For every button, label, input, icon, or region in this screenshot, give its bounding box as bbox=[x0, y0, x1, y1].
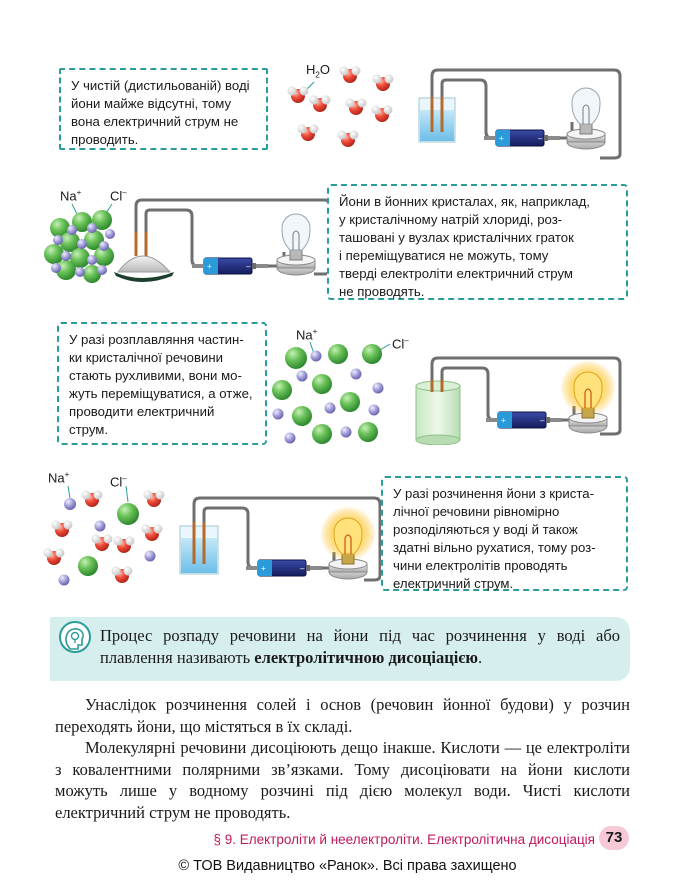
sodium-symbol: Na bbox=[60, 188, 77, 204]
battery-icon bbox=[192, 258, 268, 274]
oxygen-symbol: O bbox=[319, 62, 330, 77]
chloride-charge: – bbox=[122, 188, 127, 197]
callout-ionic-crystals bbox=[327, 184, 628, 300]
callout-solution bbox=[381, 476, 628, 591]
battery-icon bbox=[486, 412, 562, 428]
page-number: 73 bbox=[599, 826, 629, 850]
callout-line: лічної речовини рівномірно bbox=[393, 504, 560, 519]
callout-line: Йони в йонних кристалах, як, наприклад, bbox=[339, 194, 590, 209]
body-paragraph: Унаслідок розчинення солей і основ (речовин йонної будови) у розчин переходять йони, що містяться в їх складі. bbox=[55, 695, 630, 736]
callout-line: електричний струм. bbox=[393, 576, 514, 591]
callout-line: розподіляються у воді й також bbox=[393, 522, 578, 537]
circuit-solid-salt bbox=[112, 192, 342, 292]
callout-line: У разі розчинення йони з криста- bbox=[393, 486, 594, 501]
water-molecule bbox=[142, 525, 163, 541]
callout-distilled-water bbox=[59, 68, 268, 150]
definition-term: електролітичною дисоціацією bbox=[254, 648, 479, 667]
body-text bbox=[55, 694, 630, 823]
water-molecule bbox=[92, 535, 113, 551]
body-paragraph: Молекулярні речовини дисоціюють дещо інакше. Кислоти — це електроліти з ковалентними полярними зв’язками. Тому дисоціювати на йони кислоти можуть лише у водному розчині під дією молекул води. Чисті кислоти електричний струм не проводять. bbox=[55, 738, 630, 822]
water-molecule bbox=[288, 87, 309, 103]
chlorine-symbol: Cl bbox=[110, 188, 123, 204]
battery-icon bbox=[246, 560, 322, 576]
definition-text bbox=[100, 625, 620, 669]
water-molecule bbox=[112, 567, 133, 583]
water-molecule bbox=[114, 537, 135, 553]
battery-icon bbox=[484, 130, 560, 146]
callout-line: ки кристалічної речовини bbox=[69, 350, 223, 365]
callout-line: стають рухливими, вони мо- bbox=[69, 368, 242, 383]
callout-line: не проводять. bbox=[339, 284, 425, 299]
chloride-charge: – bbox=[404, 336, 409, 345]
callout-line: тверді електроліти електричний струм bbox=[339, 266, 573, 281]
chlorine-symbol: Cl bbox=[392, 336, 405, 352]
chloride-charge: – bbox=[122, 474, 127, 483]
bulb-on-icon bbox=[560, 360, 616, 433]
water-molecule bbox=[340, 67, 361, 83]
running-footer-section: § 9. Електроліти й неелектроліти. Електролітична дисоціація bbox=[213, 832, 595, 847]
definition-tail: . bbox=[478, 648, 483, 667]
illustration-molten-ions bbox=[266, 338, 396, 450]
sodium-charge: + bbox=[76, 188, 82, 197]
sodium-charge: + bbox=[64, 470, 70, 479]
illustration-ionic-crystal bbox=[42, 198, 122, 283]
sodium-symbol: Na bbox=[48, 470, 65, 486]
water-molecule bbox=[310, 96, 331, 112]
bulb-off-icon bbox=[567, 88, 605, 149]
callout-line: У разі розплавляння частин- bbox=[69, 332, 244, 347]
callout-line: проводити електричний bbox=[69, 404, 215, 419]
water-molecule bbox=[44, 549, 65, 565]
circuit-molten-salt bbox=[410, 350, 630, 445]
water-molecule bbox=[373, 75, 394, 91]
callout-line: чини електролітів проводять bbox=[393, 558, 568, 573]
copyright-line: © ТОВ Видавництво «Ранок». Всі права захищено bbox=[178, 858, 517, 874]
water-molecule bbox=[298, 125, 319, 141]
water-molecule bbox=[346, 99, 367, 115]
callout-line: здатні вільно рухатися, тому роз- bbox=[393, 540, 596, 555]
sodium-charge: + bbox=[312, 327, 318, 336]
illustration-water-molecules bbox=[278, 60, 408, 155]
callout-line: проводить. bbox=[71, 132, 139, 147]
water-molecule bbox=[52, 521, 73, 537]
idea-head-icon bbox=[58, 620, 92, 660]
bulb-off-icon bbox=[277, 214, 315, 275]
sodium-symbol: Na bbox=[296, 327, 313, 343]
callout-line: вона електричний струм не bbox=[71, 114, 239, 129]
callout-line: У чистій (дистильованій) воді bbox=[71, 78, 250, 93]
water-molecule bbox=[82, 491, 103, 507]
callout-line: у кристалічному натрій хлориді, роз- bbox=[339, 212, 563, 227]
illustration-solution-ions bbox=[42, 482, 172, 592]
water-molecule bbox=[338, 131, 359, 147]
circuit-distilled-water bbox=[410, 62, 630, 162]
callout-line: жуть переміщуватися, а отже, bbox=[69, 386, 253, 401]
callout-line: і переміщуватися не можуть, тому bbox=[339, 248, 549, 263]
definition-lead: Процес розпаду речовини на йони під час розчинення у воді або плавлення називають bbox=[100, 626, 620, 667]
water-molecule bbox=[372, 106, 393, 122]
chlorine-symbol: Cl bbox=[110, 474, 123, 490]
water-molecule bbox=[144, 491, 165, 507]
callout-line: ташовані у вузлах кристалічних граток bbox=[339, 230, 574, 245]
hydrogen-subscript: 2 bbox=[315, 70, 320, 80]
callout-melting bbox=[57, 322, 267, 445]
callout-line: струм. bbox=[69, 422, 108, 437]
callout-line: йони майже відсутні, тому bbox=[71, 96, 232, 111]
hydrogen-symbol: H bbox=[306, 62, 316, 77]
circuit-salt-solution bbox=[168, 490, 398, 590]
